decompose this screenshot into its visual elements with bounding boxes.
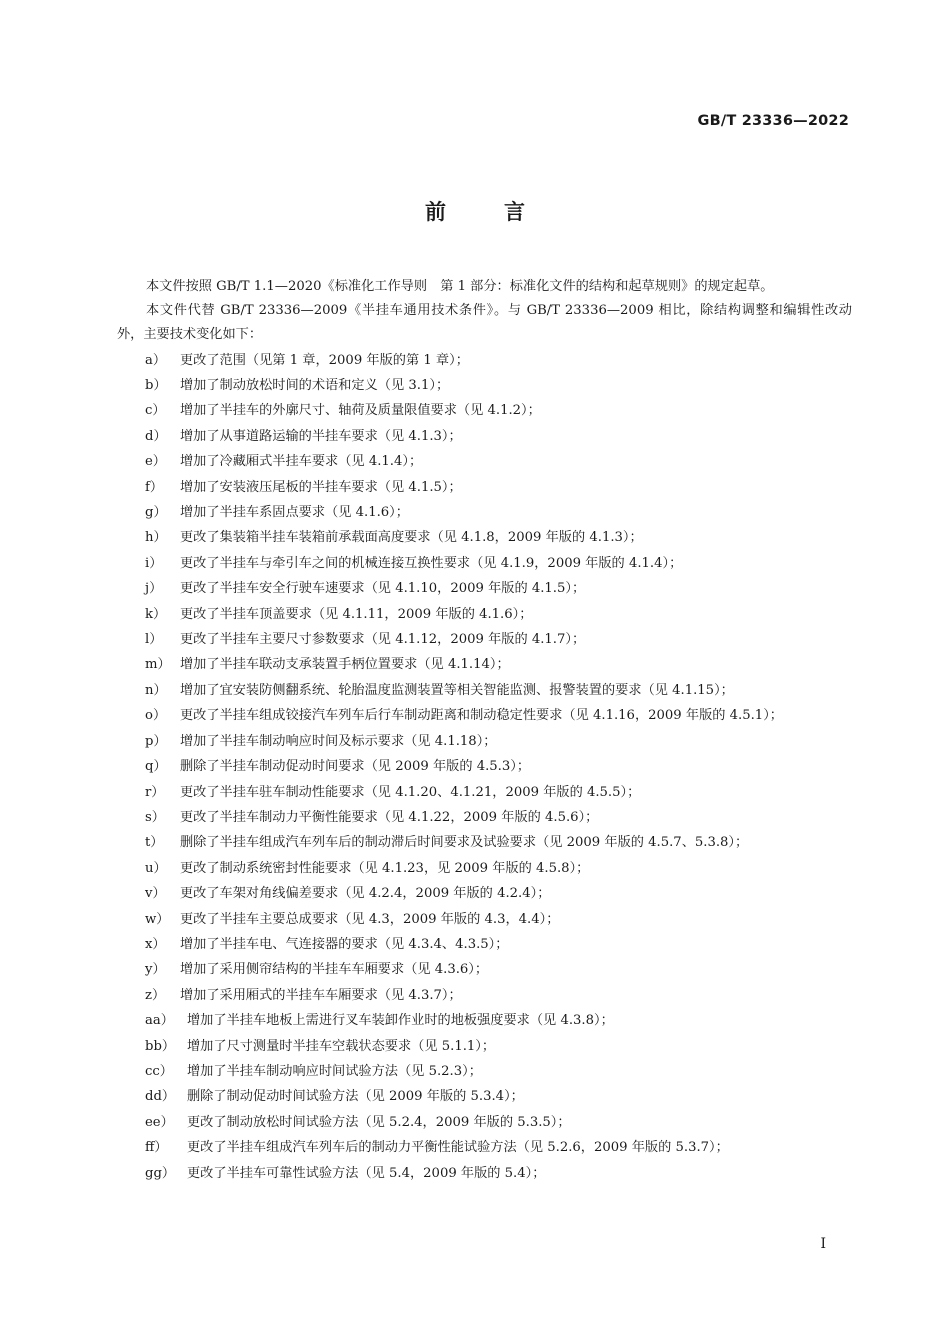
list-item [117, 500, 852, 525]
list-item-label: g） [145, 505, 167, 521]
list-item-text: 增加了宜安装防侧翻系统、轮胎温度监测装置等相关智能监测、报警装置的要求（见 4.1.15）； [180, 682, 734, 698]
list-item-text: 增加了制动放松时间的术语和定义（见 3.1）； [180, 378, 450, 394]
list-item [117, 348, 852, 373]
list-item-text: 删除了半挂车制动促动时间要求（见 2009 年版的 4.5.3）； [180, 759, 531, 775]
list-item-label: n） [145, 682, 167, 698]
list-item-label: i） [145, 555, 163, 571]
title-char-1: 前 [425, 200, 446, 224]
list-item-text: 更改了集装箱半挂车装箱前承载面高度要求（见 4.1.8，2009 年版的 4.1.3）； [180, 530, 643, 546]
list-item [117, 703, 852, 728]
list-item-label: a） [145, 352, 167, 368]
page-title [0, 196, 950, 226]
list-item [117, 881, 852, 906]
list-item [117, 805, 852, 830]
list-item [117, 1034, 852, 1059]
list-item-text: 增加了尺寸测量时半挂车空载状态要求（见 5.1.1）； [187, 1038, 496, 1054]
list-item-label: y） [145, 962, 166, 978]
list-item [117, 754, 852, 779]
list-item-text: 删除了制动促动时间试验方法（见 2009 年版的 5.3.4）； [187, 1089, 524, 1105]
list-item-label: gg） [145, 1165, 176, 1181]
list-item [117, 551, 852, 576]
list-item-label: r） [145, 784, 165, 800]
intro-paragraph-2: 本文件代替 GB/T 23336—2009《半挂车通用技术条件》。与 GB/T 23336—2009 相比，除结构调整和编辑性改动外，主要技术变化如下： [117, 303, 852, 343]
list-item-label: j） [145, 581, 163, 597]
list-item-text: 更改了半挂车可靠性试验方法（见 5.4，2009 年版的 5.4）； [187, 1165, 546, 1181]
list-item [117, 652, 852, 677]
list-item [117, 780, 852, 805]
list-item [117, 373, 852, 398]
list-item-label: l） [145, 632, 163, 648]
list-item [117, 1059, 852, 1084]
list-item [117, 627, 852, 652]
list-item-text: 更改了半挂车顶盖要求（见 4.1.11，2009 年版的 4.1.6）； [180, 606, 533, 622]
list-item [117, 957, 852, 982]
list-item-label: b） [145, 378, 167, 394]
list-item [117, 856, 852, 881]
list-item-text: 更改了车架对角线偏差要求（见 4.2.4，2009 年版的 4.2.4）； [180, 886, 551, 902]
list-item-label: d） [145, 428, 167, 444]
list-item [117, 1008, 852, 1033]
list-item-label: u） [145, 860, 167, 876]
list-item-label: f） [145, 479, 164, 495]
intro-paragraph-1: 本文件按照 GB/T 1.1—2020《标准化工作导则 第 1 部分：标准化文件的结构和起草规则》的规定起草。 [146, 279, 774, 294]
document-body [117, 275, 852, 1186]
list-item [117, 424, 852, 449]
standard-code: GB/T 23336—2022 [697, 113, 849, 129]
list-item-text: 更改了半挂车驻车制动性能要求（见 4.1.20、4.1.21，2009 年版的 4.5.5）； [180, 784, 641, 800]
list-item-text: 增加了半挂车的外廓尺寸、轴荷及质量限值要求（见 4.1.2）； [180, 403, 541, 419]
list-item-text: 增加了采用侧帘结构的半挂车车厢要求（见 4.3.6）； [180, 962, 489, 978]
list-item [117, 398, 852, 423]
list-item-label: ff） [145, 1140, 168, 1156]
list-item-label: h） [145, 530, 167, 546]
list-item-text: 更改了半挂车主要总成要求（见 4.3，2009 年版的 4.3，4.4）； [180, 911, 560, 927]
list-item [117, 1135, 852, 1160]
list-item-text: 增加了半挂车制动响应时间试验方法（见 5.2.3）； [187, 1063, 482, 1079]
title-char-2: 言 [504, 200, 525, 224]
list-item-label: z） [145, 987, 166, 1003]
list-item-label: s） [145, 809, 165, 825]
list-item [117, 475, 852, 500]
list-item [117, 729, 852, 754]
list-item-text: 更改了半挂车主要尺寸参数要求（见 4.1.12，2009 年版的 4.1.7）； [180, 632, 586, 648]
list-item-text: 增加了从事道路运输的半挂车要求（见 4.1.3）； [180, 428, 462, 444]
list-item [117, 602, 852, 627]
list-item-text: 更改了半挂车组成铰接汽车列车后行车制动距离和制动稳定性要求（见 4.1.16，2009 年版的 4.5.1）； [180, 708, 783, 724]
list-item-label: m） [145, 657, 171, 673]
list-item-text: 增加了半挂车联动支承装置手柄位置要求（见 4.1.14）； [180, 657, 510, 673]
list-item-text: 增加了半挂车地板上需进行叉车装卸作业时的地板强度要求（见 4.3.8）； [187, 1013, 614, 1029]
list-item-text: 更改了范围（见第 1 章，2009 年版的第 1 章）； [180, 352, 469, 368]
list-item-label: e） [145, 454, 166, 470]
list-item-text: 删除了半挂车组成汽车列车后的制动滞后时间要求及试验要求（见 2009 年版的 4.5.7、5.3.8）； [180, 835, 749, 851]
list-item [117, 1161, 852, 1186]
list-item-label: o） [145, 708, 167, 724]
list-item-label: ee） [145, 1114, 174, 1130]
list-item-text: 更改了制动系统密封性能要求（见 4.1.23，见 2009 年版的 4.5.8）； [180, 860, 590, 876]
list-item-label: c） [145, 403, 166, 419]
list-item-text: 增加了半挂车制动响应时间及标示要求（见 4.1.18）； [180, 733, 497, 749]
list-item-label: aa） [145, 1013, 174, 1029]
list-item [117, 983, 852, 1008]
list-item-label: w） [145, 911, 170, 927]
list-item-text: 增加了半挂车系固点要求（见 4.1.6）； [180, 505, 409, 521]
list-item-label: t） [145, 835, 164, 851]
list-item [117, 932, 852, 957]
list-item-label: k） [145, 606, 167, 622]
list-item [117, 525, 852, 550]
list-item-text: 更改了制动放松时间试验方法（见 5.2.4，2009 年版的 5.3.5）； [187, 1114, 571, 1130]
list-item-text: 更改了半挂车与牵引车之间的机械连接互换性要求（见 4.1.9，2009 年版的 4.1.4）； [180, 555, 683, 571]
list-item-label: v） [145, 886, 166, 902]
list-item-text: 增加了半挂车电、气连接器的要求（见 4.3.4、4.3.5）； [180, 936, 509, 952]
list-item [117, 1110, 852, 1135]
list-item-text: 更改了半挂车安全行驶车速要求（见 4.1.10，2009 年版的 4.1.5）； [180, 581, 586, 597]
list-item [117, 830, 852, 855]
list-item-text: 增加了采用厢式的半挂车车厢要求（见 4.3.7）； [180, 987, 462, 1003]
list-item-label: cc） [145, 1063, 173, 1079]
list-item [117, 576, 852, 601]
list-item-text: 更改了半挂车组成汽车列车后的制动力平衡性能试验方法（见 5.2.6，2009 年版的 5.3.7）； [187, 1140, 729, 1156]
list-item-label: x） [145, 936, 166, 952]
list-item-label: p） [145, 733, 167, 749]
list-item [117, 907, 852, 932]
list-item-text: 增加了冷藏厢式半挂车要求（见 4.1.4）； [180, 454, 423, 470]
list-item-label: bb） [145, 1038, 176, 1054]
list-item-text: 更改了半挂车制动力平衡性能要求（见 4.1.22，2009 年版的 4.5.6）； [180, 809, 599, 825]
list-item [117, 1084, 852, 1109]
change-list [117, 348, 852, 1186]
list-item [117, 678, 852, 703]
list-item [117, 449, 852, 474]
list-item-label: q） [145, 759, 167, 775]
page-number: Ⅰ [820, 1236, 826, 1252]
list-item-text: 增加了安装液压尾板的半挂车要求（见 4.1.5）； [180, 479, 462, 495]
list-item-label: dd） [145, 1089, 176, 1105]
